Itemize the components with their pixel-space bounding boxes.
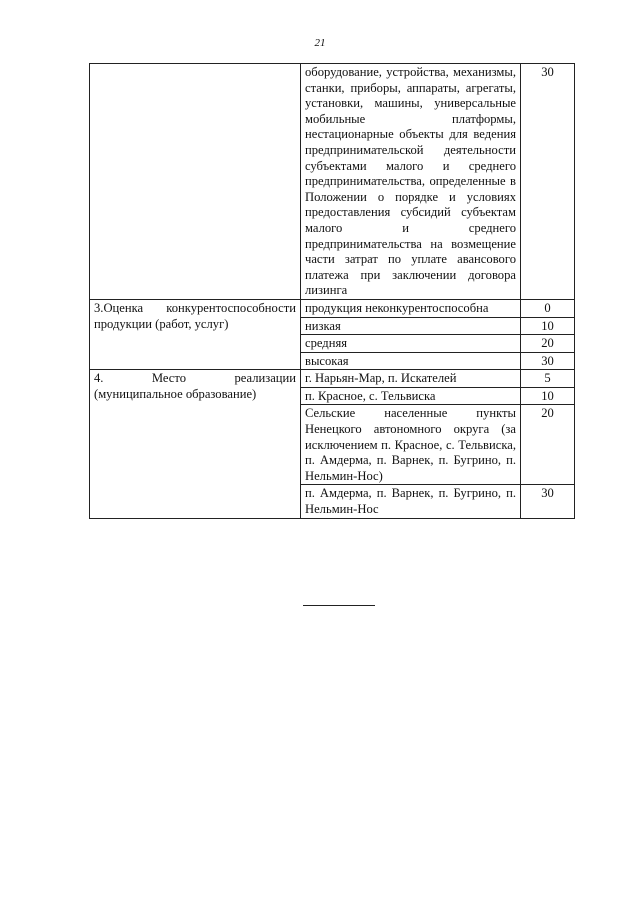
description-cell: Сельские населенные пункты Ненецкого автономного округа (за исключением п. Красное, с. Тельвиска, п. Амдерма, п. Варнек, п. Бугрино, п. Нельмин-Нос)	[301, 405, 521, 485]
score-cell: 20	[521, 335, 575, 353]
table-row-equipment	[90, 64, 575, 300]
score-cell: 10	[521, 317, 575, 335]
criterion-cell-empty	[90, 64, 301, 300]
criteria-table	[89, 63, 575, 519]
table-row-location-0	[90, 370, 575, 388]
description-cell: п. Амдерма, п. Варнек, п. Бугрино, п. Нельмин-Нос	[301, 485, 521, 518]
description-cell: низкая	[301, 317, 521, 335]
description-cell-equipment: оборудование, устройства, механизмы, станки, приборы, аппараты, агрегаты, установки, машины, универсальные мобильные платформы, нестационарные объекты для ведения предпринимательской деятельности субъектами малого и среднего предпринимательства, определенные в Положении о порядке и условиях предоставления субсидий субъектам малого и среднего предпринимательства на возмещение части затрат по уплате авансового платежа при заключении договора лизинга	[301, 64, 521, 300]
criterion-cell-competitiveness: 3.Оценка конкурентоспособности продукции (работ, услуг)	[90, 299, 301, 369]
table-row-competitiveness-0	[90, 299, 575, 317]
score-cell: 30	[521, 352, 575, 370]
description-cell: высокая	[301, 352, 521, 370]
end-divider	[303, 605, 375, 606]
description-cell: продукция неконкурентоспособна	[301, 299, 521, 317]
description-cell: г. Нарьян-Мар, п. Искателей	[301, 370, 521, 388]
page-number: 21	[314, 37, 326, 49]
score-cell: 30	[521, 485, 575, 518]
score-cell: 5	[521, 370, 575, 388]
criterion-cell-location: 4. Место реализации (муниципальное образование)	[90, 370, 301, 518]
score-cell: 20	[521, 405, 575, 485]
score-cell-equipment: 30	[521, 64, 575, 300]
description-cell: п. Красное, с. Тельвиска	[301, 387, 521, 405]
score-cell: 10	[521, 387, 575, 405]
description-cell: средняя	[301, 335, 521, 353]
score-cell: 0	[521, 299, 575, 317]
